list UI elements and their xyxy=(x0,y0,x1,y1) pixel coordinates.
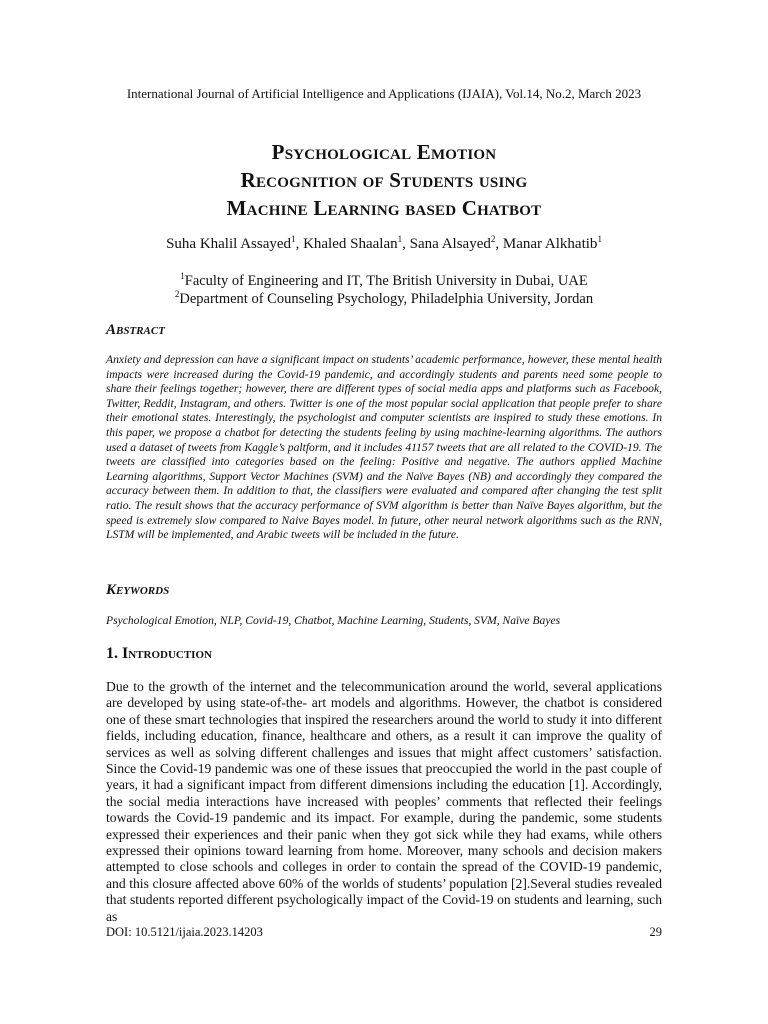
affiliation-text: Department of Counseling Psychology, Philadelphia University, Jordan xyxy=(179,291,594,307)
author-affil-mark: 1 xyxy=(291,234,296,244)
journal-header: International Journal of Artificial Intelligence and Applications (IJAIA), Vol.14, No.2, March 2023 xyxy=(126,86,642,101)
author-affil-mark: 2 xyxy=(490,234,496,244)
affiliation-line xyxy=(0,272,768,290)
introduction-text: Due to the growth of the internet and the telecommunication around the world, several applications are developed by using state-of-the- art models and algorithms. However, the chatbot is considered one of these smart technologies that inspired the researchers around the world to study it into different fields, including education, finance, healthcare and others, as a result it can improve the quality of services as well as solving different challenges and issues that might affect customers’ satisfaction. Since the Covid-19 pandemic was one of these issues that preoccupied the world in the past couple of years, it had a significant impact from different dimensions including the education [1]. Accordingly, the social media interactions have increased with peoples’ comments that reflected their feelings towards the Covid-19 pandemic and its impact. For example, during the pandemic, some students expressed their experiences and their panic when they got sick while they had exams, while others expressed their opinions toward learning from home. Moreover, many schools and decision makers attempted to close schools and colleges in order to contain the spread of the COVID-19 pandemic, and this closure affected above 60% of the worlds of students’ population [2].Several studies revealed that students reported different psychologically impact of the Covid-19 on students and learning, such as xyxy=(106,679,662,924)
title-line: Psychological Emotion xyxy=(271,140,497,164)
keywords-text: Psychological Emotion, NLP, Covid-19, Chatbot, Machine Learning, Students, SVM, Naïve Bayes xyxy=(106,614,561,627)
author-name: Sana Alsayed xyxy=(409,236,491,252)
page-number: 29 xyxy=(649,925,662,939)
abstract-heading: Abstract xyxy=(106,322,165,338)
author-list: Suha Khalil Assayed$^1$, Khaled Shaalan$^1$, Sana Alsayed$^2$, Manar Alkhatib$^1$ xyxy=(166,234,602,252)
author-name: Manar Alkhatib xyxy=(502,236,598,252)
title-line: Machine Learning based Chatbot xyxy=(226,196,542,220)
abstract-text: Anxiety and depression can have a significant impact on students’ academic performance, however, these mental health impacts were increased during the Covid-19 pandemic, and accordingly students and parents need some people to share their feelings together; however, there are different types of social media apps and platforms such as Facebook, Twitter, Reddit, Instagram, and others. Twitter is one of the most popular social application that people prefer to share their emotional states. Interestingly, the psychologist and computer scientists are inspired to study these emotions. In this paper, we propose a chatbot for detecting the students feeling by using machine-learning algorithms. The authors used a dataset of tweets from Kaggle’s paltform, and it includes 41157 tweets that are all related to the COVID-19. The tweets are classified into categories based on the feeling: Positive and negative. The authors applied Machine Learning algorithms, Support Vector Machines (SVM) and the Naïve Bayes (NB) and accordingly they compared the accuracy between them. In addition to that, the classifiers were evaluated and compared after changing the test split ratio. The result shows that the accuracy performance of SVM algorithm is better than Naïve Bayes algorithm, but the speed is extremely slow compared to Naive Bayes model. In future, other neural network algorithms such as the RNN, LSTM will be implemented, and Arabic tweets will be included in the future. xyxy=(106,353,662,542)
author-name: Khaled Shaalan xyxy=(303,236,398,252)
author-name: Suha Khalil Assayed xyxy=(166,236,292,252)
title-line: Recognition of Students using xyxy=(240,168,528,192)
paper-title xyxy=(84,138,684,222)
author-affil-mark: 1 xyxy=(597,234,602,244)
affiliation-line xyxy=(0,290,768,308)
affiliation-mark: 2 xyxy=(174,289,180,300)
affiliation-text: Faculty of Engineering and IT, The British University in Dubai, UAE xyxy=(184,273,588,289)
doi-footer: DOI: 10.5121/ijaia.2023.14203 xyxy=(106,925,263,939)
keywords-heading: Keywords xyxy=(106,582,170,598)
author-affil-mark: 1 xyxy=(397,234,403,244)
section-heading-introduction: 1. Introduction xyxy=(106,645,212,662)
affiliations xyxy=(0,272,768,308)
affiliation-mark: 1 xyxy=(180,271,185,282)
